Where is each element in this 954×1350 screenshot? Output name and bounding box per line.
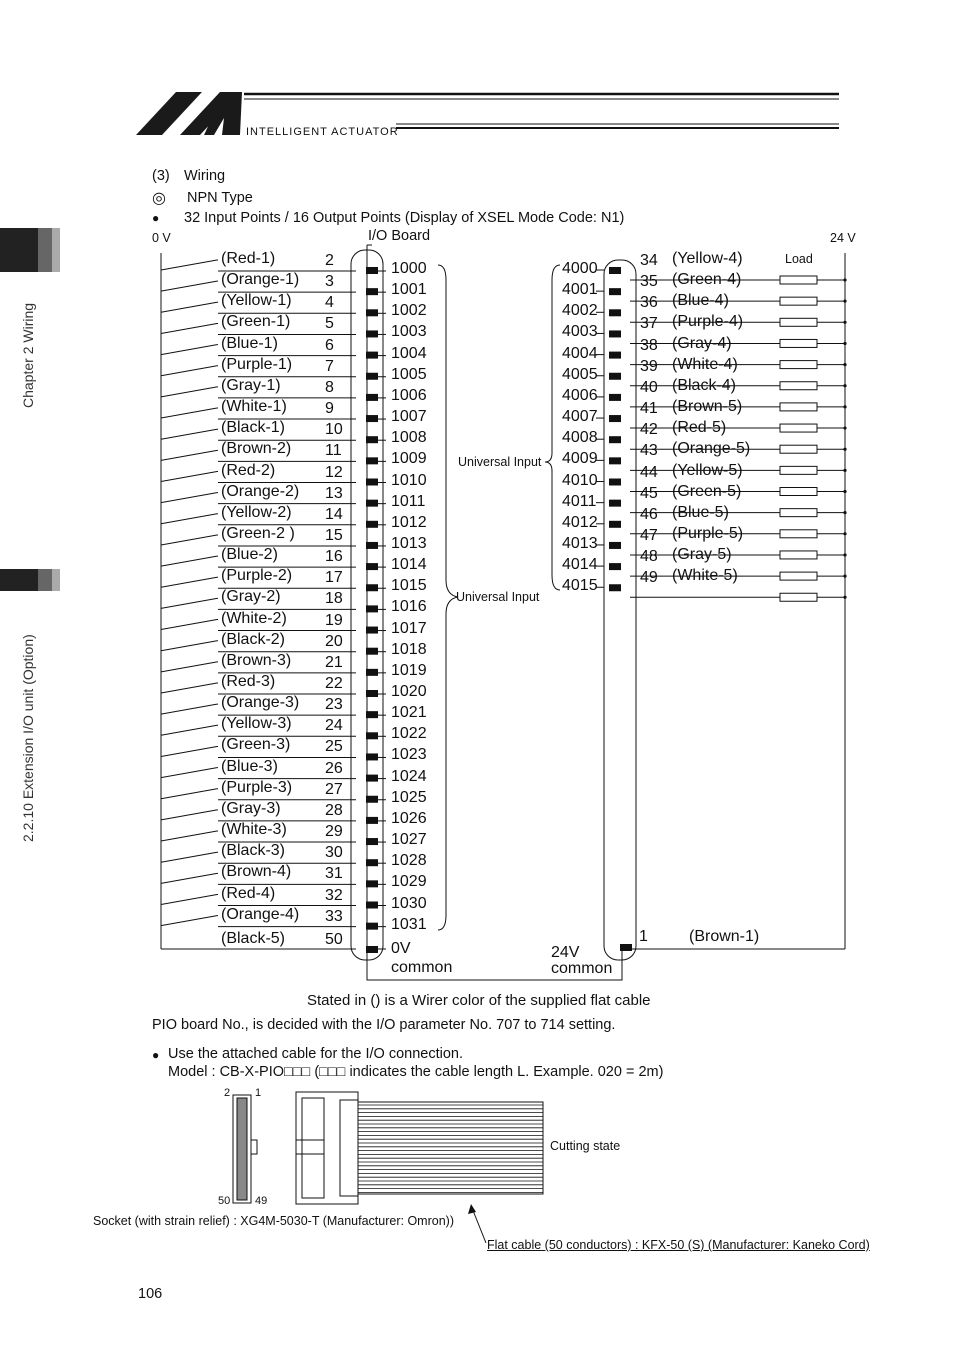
output-color-label: (Black-4) xyxy=(672,376,737,394)
input-port-number: 1022 xyxy=(391,725,427,743)
input-switch-line xyxy=(161,641,217,651)
input-pin-terminal xyxy=(366,500,378,507)
input-switch-line xyxy=(161,598,217,608)
input-switch-line xyxy=(161,852,217,862)
load-resistor xyxy=(780,403,817,411)
input-port-number: 1018 xyxy=(391,640,427,658)
input-switch-line xyxy=(161,746,217,756)
input-color-label: (Black-2) xyxy=(221,630,286,648)
input-pin-terminal xyxy=(366,457,378,464)
input-switch-line xyxy=(161,429,217,439)
page-number: 106 xyxy=(138,1286,163,1302)
input-switch-line xyxy=(161,472,217,482)
pin-2-label: 2 xyxy=(224,1087,231,1099)
input-port-number: 1031 xyxy=(391,915,427,933)
output-port-number: 4006 xyxy=(562,386,598,404)
output-pin-number: 38 xyxy=(640,336,658,354)
input-switch-line xyxy=(161,281,217,291)
common-0v-pin: 50 xyxy=(325,931,343,948)
input-pin-terminal xyxy=(366,563,378,570)
input-switch-line xyxy=(161,323,217,333)
input-color-label: (Yellow-1) xyxy=(221,292,292,310)
input-pin-number: 17 xyxy=(325,569,343,587)
input-color-label: (Gray-2) xyxy=(221,588,281,606)
output-pin-terminal xyxy=(609,500,621,507)
input-color-label: (Orange-4) xyxy=(221,905,300,923)
input-pin-number: 32 xyxy=(325,886,343,904)
input-pin-terminal xyxy=(366,627,378,634)
input-pin-terminal xyxy=(366,436,378,443)
input-switch-line xyxy=(161,620,217,630)
input-color-label: (Gray-3) xyxy=(221,799,281,817)
output-pin-number: 46 xyxy=(640,505,658,523)
input-pin-number: 19 xyxy=(325,611,343,629)
input-port-number: 1023 xyxy=(391,746,427,764)
output-pin-number: 35 xyxy=(640,273,658,291)
output-pin-number: 42 xyxy=(640,421,658,439)
input-pin-number: 28 xyxy=(325,801,343,819)
points-label: 32 Input Points / 16 Output Points (Display of XSEL Mode Code: N1) xyxy=(184,210,625,226)
input-pin-terminal xyxy=(366,542,378,549)
input-switch-line xyxy=(161,810,217,820)
input-switch-line xyxy=(161,345,217,355)
input-switch-line xyxy=(161,556,217,566)
output-color-label: (Gray-5) xyxy=(672,546,732,564)
output-color-label: (White-4) xyxy=(672,355,738,373)
output-port-number: 4002 xyxy=(562,302,598,320)
wirer-color-note: Stated in () is a Wirer color of the supplied flat cable xyxy=(307,992,651,1009)
input-pin-number: 5 xyxy=(325,315,334,333)
input-pin-number: 16 xyxy=(325,548,343,566)
input-color-label: (Green-1) xyxy=(221,313,291,331)
output-pin-terminal xyxy=(609,521,621,528)
input-pin-terminal xyxy=(366,796,378,803)
input-pin-number: 20 xyxy=(325,632,343,650)
input-switch-line xyxy=(161,493,217,503)
input-port-number: 1024 xyxy=(391,767,427,785)
output-pin-number: 49 xyxy=(640,569,658,587)
input-port-number: 1017 xyxy=(391,619,427,637)
zero-v-label: 0 V xyxy=(152,231,171,245)
common-24v-line2: common xyxy=(551,960,613,977)
output-pin-number: 44 xyxy=(640,463,658,481)
cable-figure xyxy=(0,1080,954,1260)
input-color-label: (Black-1) xyxy=(221,419,286,437)
load-resistor xyxy=(780,572,817,580)
v24-label: 24 V xyxy=(830,231,856,245)
output-pin-terminal xyxy=(609,479,621,486)
input-switch-line xyxy=(161,916,217,926)
input-color-label: (Gray-1) xyxy=(221,376,281,394)
input-pin-number: 3 xyxy=(325,273,334,291)
input-color-label: (Orange-1) xyxy=(221,271,300,289)
input-switch-line xyxy=(161,768,217,778)
input-color-label: (Yellow-2) xyxy=(221,503,292,521)
input-pin-number: 9 xyxy=(325,400,334,418)
input-color-label: (Red-3) xyxy=(221,673,276,690)
common-24v-terminal xyxy=(620,944,632,951)
input-port-number: 1009 xyxy=(391,450,427,468)
input-switch-line xyxy=(161,260,217,270)
input-pin-terminal xyxy=(366,711,378,718)
pin-49-label: 49 xyxy=(255,1195,268,1207)
input-pin-terminal xyxy=(366,267,378,274)
input-pin-number: 12 xyxy=(325,463,343,481)
output-pin-terminal xyxy=(609,436,621,443)
input-switch-line xyxy=(161,514,217,524)
input-port-number: 1020 xyxy=(391,683,427,700)
input-port-number: 1010 xyxy=(391,471,427,489)
input-pin-terminal xyxy=(366,330,378,337)
output-port-number: 4008 xyxy=(562,429,598,447)
input-color-label: (Orange-3) xyxy=(221,694,300,712)
input-port-number: 1004 xyxy=(391,344,427,362)
input-color-label: (Purple-3) xyxy=(221,778,293,796)
output-pin-number: 45 xyxy=(640,484,658,502)
input-color-label: (Purple-2) xyxy=(221,567,293,585)
cable-use-note: Use the attached cable for the I/O connection. xyxy=(168,1046,464,1062)
input-port-number: 1007 xyxy=(391,408,427,426)
common-0v-terminal xyxy=(366,946,378,953)
common-0v-color: (Black-5) xyxy=(221,930,286,947)
input-switch-line xyxy=(161,895,217,905)
output-port-number: 4001 xyxy=(562,281,598,299)
load-resistor xyxy=(780,382,817,390)
input-pin-number: 2 xyxy=(325,252,334,269)
load-resistor xyxy=(780,361,817,369)
input-pin-terminal xyxy=(366,584,378,591)
input-pin-terminal xyxy=(366,669,378,676)
input-pin-number: 26 xyxy=(325,759,343,777)
input-color-label: (Blue-3) xyxy=(221,757,278,775)
common-24v-color: (Brown-1) xyxy=(689,928,760,945)
output-port-number: 4012 xyxy=(562,513,598,531)
output-pin-terminal xyxy=(609,288,621,295)
output-port-number: 4014 xyxy=(562,556,598,574)
input-switch-line xyxy=(161,704,217,714)
input-pin-terminal xyxy=(366,394,378,401)
input-pin-number: 14 xyxy=(325,505,343,523)
output-color-label: (Green-5) xyxy=(672,482,742,500)
input-switch-line xyxy=(161,725,217,735)
output-port-number: 4004 xyxy=(562,344,598,362)
input-port-number: 1027 xyxy=(391,831,427,849)
common-24v-pin: 1 xyxy=(639,928,648,945)
input-pin-number: 24 xyxy=(325,717,343,735)
input-color-label: (Green-2 ) xyxy=(221,524,295,542)
common-0v-line2: common xyxy=(391,959,453,976)
output-color-label: (Gray-4) xyxy=(672,334,732,352)
output-color-label: (Green-4) xyxy=(672,271,742,289)
input-port-number: 1012 xyxy=(391,513,427,531)
input-color-label: (Orange-2) xyxy=(221,482,300,500)
input-pin-number: 18 xyxy=(325,590,343,608)
universal-input-1: Universal Input xyxy=(458,455,542,469)
input-pin-terminal xyxy=(366,880,378,887)
input-color-label: (Blue-1) xyxy=(221,334,278,352)
input-color-label: (Yellow-3) xyxy=(221,715,292,733)
load-label: Load xyxy=(785,252,813,266)
input-pin-number: 31 xyxy=(325,865,343,883)
npn-label: NPN Type xyxy=(187,190,253,206)
input-pin-terminal xyxy=(366,753,378,760)
input-port-number: 1021 xyxy=(391,704,427,722)
input-pin-terminal xyxy=(366,352,378,359)
input-pin-number: 7 xyxy=(325,357,334,375)
input-port-number: 1026 xyxy=(391,809,427,827)
load-resistor xyxy=(780,424,817,432)
bullet-icon: ● xyxy=(152,211,160,225)
input-color-label: (White-3) xyxy=(221,821,287,839)
input-pin-terminal xyxy=(366,817,378,824)
output-pin-terminal xyxy=(609,373,621,380)
pio-board-note: PIO board No., is decided with the I/O parameter No. 707 to 714 setting. xyxy=(152,1017,616,1033)
section-label: 2.2.10 Extension I/O unit (Option) xyxy=(20,634,36,842)
cutting-state-label: Cutting state xyxy=(550,1139,621,1153)
input-color-label: (Brown-4) xyxy=(221,863,292,881)
output-pin-number: 47 xyxy=(640,526,658,544)
load-resistor xyxy=(780,551,817,559)
input-port-number: 1001 xyxy=(391,281,427,299)
input-pin-terminal xyxy=(366,690,378,697)
load-resistor xyxy=(780,593,817,601)
input-pin-number: 10 xyxy=(325,421,343,439)
input-pin-terminal xyxy=(366,373,378,380)
section-number: (3) xyxy=(152,168,170,184)
common-0v-line1: 0V xyxy=(391,940,411,957)
input-port-number: 1030 xyxy=(391,894,427,912)
input-switch-line xyxy=(161,577,217,587)
input-port-number: 1006 xyxy=(391,386,427,404)
input-pin-terminal xyxy=(366,605,378,612)
output-pin-terminal xyxy=(609,394,621,401)
input-pin-terminal xyxy=(366,288,378,295)
input-switch-line xyxy=(161,366,217,376)
input-pin-terminal xyxy=(366,732,378,739)
input-pin-terminal xyxy=(366,479,378,486)
load-resistor xyxy=(780,488,817,496)
input-pin-terminal xyxy=(366,859,378,866)
output-color-label: (Red-5) xyxy=(672,419,727,437)
input-pin-terminal xyxy=(366,648,378,655)
output-color-label: (Brown-5) xyxy=(672,398,743,416)
output-pin-terminal xyxy=(609,267,621,274)
output-port-number: 4011 xyxy=(562,492,597,510)
input-color-label: (Brown-2) xyxy=(221,440,292,458)
input-switch-line xyxy=(161,873,217,883)
cable-model-note: Model : CB-X-PIO□□□ (□□□ indicates the cable length L. Example. 020 = 2m) xyxy=(168,1064,664,1080)
output-pin-number: 41 xyxy=(640,400,658,418)
output-port-number: 4007 xyxy=(562,408,598,426)
input-port-number: 1025 xyxy=(391,788,427,806)
load-resistor xyxy=(780,276,817,284)
input-color-label: (Red-1) xyxy=(221,250,276,267)
input-switch-line xyxy=(161,408,217,418)
load-resistor xyxy=(780,318,817,326)
output-pin-terminal xyxy=(609,457,621,464)
input-color-label: (Purple-1) xyxy=(221,355,293,373)
input-pin-terminal xyxy=(366,415,378,422)
pin-50-label: 50 xyxy=(218,1195,231,1207)
input-pin-number: 33 xyxy=(325,907,343,925)
input-switch-line xyxy=(161,789,217,799)
output-pin-number: 43 xyxy=(640,442,658,460)
input-pin-terminal xyxy=(366,521,378,528)
input-port-number: 1019 xyxy=(391,661,427,679)
common-24v-line1: 24V xyxy=(551,944,580,961)
io-board-label: I/O Board xyxy=(368,228,431,244)
load-resistor xyxy=(780,466,817,474)
input-pin-number: 4 xyxy=(325,294,334,312)
input-pin-number: 29 xyxy=(325,823,343,841)
input-pin-number: 22 xyxy=(325,675,343,692)
input-switch-line xyxy=(161,662,217,672)
output-port-number: 4009 xyxy=(562,450,598,468)
pin-1-label: 1 xyxy=(255,1087,262,1099)
input-color-label: (Red-2) xyxy=(221,461,276,479)
input-pin-number: 27 xyxy=(325,780,343,798)
input-switch-line xyxy=(161,831,217,841)
input-color-label: (Black-3) xyxy=(221,842,286,860)
input-pin-terminal xyxy=(366,923,378,930)
load-resistor xyxy=(780,509,817,517)
input-switch-line xyxy=(161,450,217,460)
input-pin-number: 30 xyxy=(325,844,343,862)
input-pin-number: 13 xyxy=(325,484,343,502)
brand-subtitle: INTELLIGENT ACTUATOR xyxy=(246,126,399,138)
output-pin-number: 34 xyxy=(640,252,658,269)
input-pin-number: 11 xyxy=(325,442,342,460)
input-pin-number: 23 xyxy=(325,696,343,714)
npn-icon: ◎ xyxy=(152,190,166,207)
output-pin-number: 37 xyxy=(640,315,658,333)
output-pin-number: 40 xyxy=(640,378,658,396)
input-pin-number: 8 xyxy=(325,378,334,396)
input-pin-number: 25 xyxy=(325,738,343,756)
input-pin-terminal xyxy=(366,838,378,845)
input-port-number: 1014 xyxy=(391,556,427,574)
output-color-label: (Orange-5) xyxy=(672,440,751,458)
input-switch-line xyxy=(161,387,217,397)
input-pin-number: 6 xyxy=(325,336,334,354)
output-port-number: 4000 xyxy=(562,260,598,277)
output-pin-terminal xyxy=(609,309,621,316)
output-pin-number: 39 xyxy=(640,357,658,375)
input-port-number: 1013 xyxy=(391,534,427,552)
output-pin-terminal xyxy=(609,584,621,591)
input-pin-terminal xyxy=(366,902,378,909)
input-pin-terminal xyxy=(366,775,378,782)
input-port-number: 1003 xyxy=(391,323,427,341)
input-pin-number: 15 xyxy=(325,526,343,544)
output-color-label: (Purple-4) xyxy=(672,313,744,331)
input-port-number: 1015 xyxy=(391,577,427,595)
load-resistor xyxy=(780,445,817,453)
input-port-number: 1000 xyxy=(391,260,427,277)
output-pin-terminal xyxy=(609,415,621,422)
input-color-label: (White-2) xyxy=(221,609,287,627)
output-port-number: 4005 xyxy=(562,365,598,383)
input-port-number: 1005 xyxy=(391,365,427,383)
socket-label: Socket (with strain relief) : XG4M-5030-T (Manufacturer: Omron)) xyxy=(93,1214,454,1228)
output-pin-terminal xyxy=(609,352,621,359)
output-color-label: (White-5) xyxy=(672,567,738,585)
output-pin-terminal xyxy=(609,563,621,570)
input-port-number: 1011 xyxy=(391,492,426,510)
section-title: Wiring xyxy=(184,168,226,184)
flat-cable-label: Flat cable (50 conductors) : KFX-50 (S) (Manufacturer: Kaneko Cord) xyxy=(487,1238,870,1252)
output-pin-terminal xyxy=(609,542,621,549)
input-color-label: (Blue-2) xyxy=(221,546,278,564)
output-color-label: (Yellow-5) xyxy=(672,461,743,479)
input-pin-terminal xyxy=(366,309,378,316)
output-port-number: 4015 xyxy=(562,577,598,595)
input-port-number: 1008 xyxy=(391,429,427,447)
output-color-label: (Blue-5) xyxy=(672,503,729,521)
output-pin-number: 48 xyxy=(640,548,658,566)
input-color-label: (White-1) xyxy=(221,398,287,416)
input-port-number: 1016 xyxy=(391,598,427,616)
input-switch-line xyxy=(161,683,217,693)
input-port-number: 1029 xyxy=(391,873,427,891)
output-port-number: 4013 xyxy=(562,534,598,552)
output-color-label: (Yellow-4) xyxy=(672,250,743,267)
output-pin-number: 36 xyxy=(640,294,658,312)
input-switch-line xyxy=(161,302,217,312)
input-color-label: (Green-3) xyxy=(221,736,291,754)
output-port-number: 4003 xyxy=(562,323,598,341)
output-color-label: (Blue-4) xyxy=(672,292,729,310)
universal-input-2: Universal Input xyxy=(456,590,540,604)
input-port-number: 1028 xyxy=(391,852,427,870)
load-resistor xyxy=(780,297,817,305)
load-resistor xyxy=(780,339,817,347)
input-color-label: (Red-4) xyxy=(221,884,276,902)
chapter-label: Chapter 2 Wiring xyxy=(20,302,36,408)
output-pin-terminal xyxy=(609,330,621,337)
load-resistor xyxy=(780,530,817,538)
output-color-label: (Purple-5) xyxy=(672,524,744,542)
cable-bullet-icon: ● xyxy=(152,1048,160,1062)
input-pin-number: 21 xyxy=(325,653,343,671)
input-color-label: (Brown-3) xyxy=(221,651,292,669)
output-port-number: 4010 xyxy=(562,471,598,489)
input-port-number: 1002 xyxy=(391,302,427,320)
input-switch-line xyxy=(161,535,217,545)
